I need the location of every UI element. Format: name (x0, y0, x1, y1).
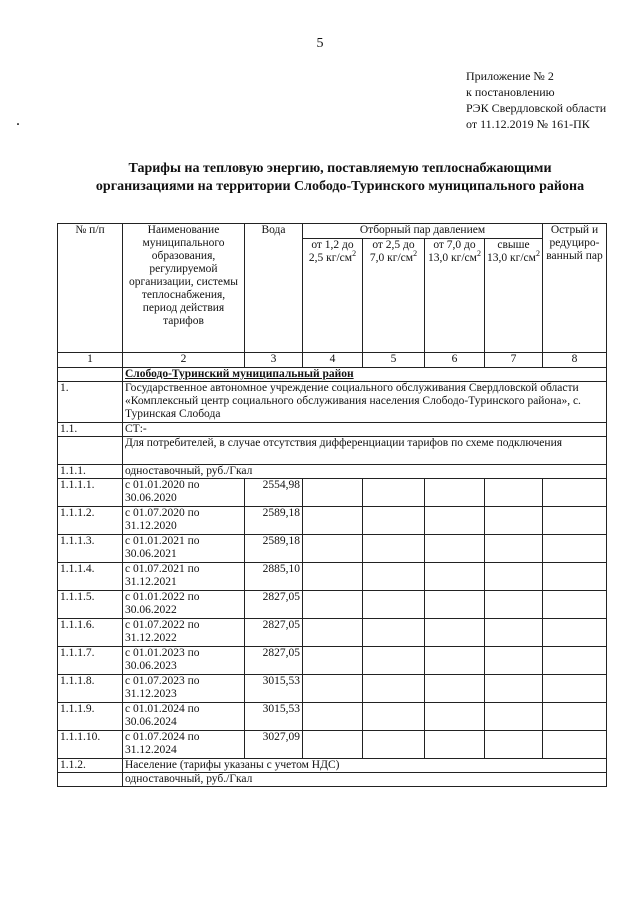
header-pressure-2: от 2,5 до 7,0 $кг/см^2$ (363, 239, 425, 353)
empty-cell (363, 563, 425, 591)
empty-cell (425, 731, 485, 759)
water-tariff-value: 3015,53 (245, 675, 303, 703)
empty-cell (485, 507, 543, 535)
period: с 01.07.2022 по 31.12.2022 (123, 619, 245, 647)
tariffs-table (57, 223, 607, 787)
empty-cell (363, 647, 425, 675)
empty-cell (363, 535, 425, 563)
population-rate-row (58, 773, 607, 787)
row-number: 1.1.1. (58, 465, 123, 479)
col-number: 8 (543, 353, 607, 368)
header-pressure-4: свыше 13,0 $кг/см^2$ (485, 239, 543, 353)
water-tariff-value: 2589,18 (245, 507, 303, 535)
row-number: 1.1. (58, 423, 123, 437)
empty-cell (543, 703, 607, 731)
tariff-row (58, 703, 607, 731)
header-steam-group: Отборный пар давлением (303, 224, 543, 239)
empty-cell (303, 563, 363, 591)
appendix-note (466, 68, 606, 132)
empty-cell (363, 731, 425, 759)
row-number: 1. (58, 382, 123, 423)
empty-cell (425, 507, 485, 535)
empty-cell (303, 591, 363, 619)
empty-cell (485, 619, 543, 647)
row-number: 1.1.1.8. (58, 675, 123, 703)
empty-cell (303, 507, 363, 535)
period: с 01.07.2021 по 31.12.2021 (123, 563, 245, 591)
header-sharp-steam: Острый и редуциро-ванный пар (543, 224, 607, 353)
system-name: СТ:- (123, 423, 607, 437)
period: с 01.01.2021 по 30.06.2021 (123, 535, 245, 563)
water-tariff-value: 2589,18 (245, 535, 303, 563)
empty-cell (303, 535, 363, 563)
water-tariff-value: 2827,05 (245, 647, 303, 675)
row-number (58, 773, 123, 787)
tariff-row (58, 479, 607, 507)
appendix-line: Приложение № 2 (466, 69, 554, 83)
rate-row (58, 465, 607, 479)
header-pressure-1: от 1,2 до 2,5 $кг/см^2$ (303, 239, 363, 353)
empty-cell (363, 675, 425, 703)
empty-cell (485, 675, 543, 703)
consumers-label: Для потребителей, в случае отсутствия дифференциации тарифов по схеме подключения (123, 437, 607, 465)
period: с 01.07.2023 по 31.12.2023 (123, 675, 245, 703)
empty-cell (303, 675, 363, 703)
empty-cell (543, 731, 607, 759)
empty-cell (543, 647, 607, 675)
empty-cell (543, 591, 607, 619)
tariff-row (58, 619, 607, 647)
row-number: 1.1.1.3. (58, 535, 123, 563)
consumers-row (58, 437, 607, 465)
period: с 01.07.2020 по 31.12.2020 (123, 507, 245, 535)
row-number: 1.1.1.9. (58, 703, 123, 731)
water-tariff-value: 3015,53 (245, 703, 303, 731)
tariff-row (58, 647, 607, 675)
col-number: 4 (303, 353, 363, 368)
empty-cell (303, 731, 363, 759)
empty-cell (543, 619, 607, 647)
col-number: 7 (485, 353, 543, 368)
appendix-line: РЭК Свердловской области (466, 101, 607, 115)
col-number: 2 (123, 353, 245, 368)
tariff-row (58, 591, 607, 619)
col-number: 5 (363, 353, 425, 368)
empty-cell (543, 675, 607, 703)
empty-cell (363, 479, 425, 507)
col-number: 1 (58, 353, 123, 368)
page-number: 5 (316, 36, 324, 51)
period: с 01.01.2022 по 30.06.2022 (123, 591, 245, 619)
water-tariff-value: 2827,05 (245, 591, 303, 619)
tariff-row (58, 731, 607, 759)
row-number: 1.1.1.1. (58, 479, 123, 507)
title-line: организациями на территории Слободо-Туринского муниципального района (95, 179, 585, 194)
tariff-row (58, 675, 607, 703)
population-row-label: Население (тарифы указаны с учетом НДС) (123, 759, 607, 773)
col-number: 6 (425, 353, 485, 368)
rate-label: одноставочный, руб./Гкал (123, 465, 607, 479)
district-name: Слободо-Туринский муниципальный район (123, 368, 607, 382)
empty-cell (425, 703, 485, 731)
empty-cell (485, 591, 543, 619)
empty-cell (425, 591, 485, 619)
organization-name: Государственное автономное учреждение социального обслуживания Свердловской области «Комплексный центр социального обслуживания населения Слободо-Туринского района», с. Туринская Слобода (123, 382, 607, 423)
header-water: Вода (245, 224, 303, 353)
header-name: Наименование муниципального образования, регулируемой организации, системы теплоснабжения, период действия тарифов (123, 224, 245, 353)
row-number: 1.1.1.6. (58, 619, 123, 647)
tariff-row (58, 535, 607, 563)
empty-cell (363, 619, 425, 647)
water-tariff-value: 2554,98 (245, 479, 303, 507)
period: с 01.01.2024 по 30.06.2024 (123, 703, 245, 731)
empty-cell (425, 619, 485, 647)
period: с 01.01.2020 по 30.06.2020 (123, 479, 245, 507)
tariff-row (58, 507, 607, 535)
appendix-line: от 11.12.2019 № 161-ПК (466, 117, 590, 131)
empty-cell (425, 479, 485, 507)
column-numbers-row (58, 353, 607, 368)
water-tariff-value: 2885,10 (245, 563, 303, 591)
empty-cell (363, 591, 425, 619)
header-pressure-3: от 7,0 до 13,0 $кг/см^2$ (425, 239, 485, 353)
period: с 01.01.2023 по 30.06.2023 (123, 647, 245, 675)
empty-cell (363, 703, 425, 731)
empty-cell (485, 647, 543, 675)
document-title (60, 160, 620, 196)
empty-cell (485, 479, 543, 507)
row-number: 1.1.1.2. (58, 507, 123, 535)
empty-cell (543, 507, 607, 535)
row-number: 1.1.2. (58, 759, 123, 773)
empty-cell (303, 703, 363, 731)
appendix-line: к постановлению (466, 85, 555, 99)
system-row (58, 423, 607, 437)
empty-cell (425, 675, 485, 703)
empty-cell (543, 479, 607, 507)
empty-cell (363, 507, 425, 535)
header-row (58, 224, 607, 239)
empty-cell (485, 563, 543, 591)
empty-cell (485, 535, 543, 563)
empty-cell (303, 479, 363, 507)
row-number: 1.1.1.7. (58, 647, 123, 675)
empty-cell (485, 703, 543, 731)
col-number: 3 (245, 353, 303, 368)
empty-cell (425, 647, 485, 675)
empty-cell (543, 563, 607, 591)
organization-row (58, 382, 607, 423)
row-number: 1.1.1.10. (58, 731, 123, 759)
period: с 01.07.2024 по 31.12.2024 (123, 731, 245, 759)
empty-cell (303, 619, 363, 647)
empty-cell (303, 647, 363, 675)
tariff-row (58, 563, 607, 591)
water-tariff-value: 2827,05 (245, 619, 303, 647)
population-row (58, 759, 607, 773)
row-number: 1.1.1.5. (58, 591, 123, 619)
stray-mark: . (16, 112, 20, 129)
empty-cell (425, 535, 485, 563)
empty-cell (485, 731, 543, 759)
header-no: № п/п (58, 224, 123, 353)
empty-cell (543, 535, 607, 563)
population-rate-row-label: одноставочный, руб./Гкал (123, 773, 607, 787)
title-line: Тарифы на тепловую энергию, поставляемую теплоснабжающими (128, 161, 552, 176)
row-number: 1.1.1.4. (58, 563, 123, 591)
water-tariff-value: 3027,09 (245, 731, 303, 759)
district-row (58, 368, 607, 382)
empty-cell (425, 563, 485, 591)
